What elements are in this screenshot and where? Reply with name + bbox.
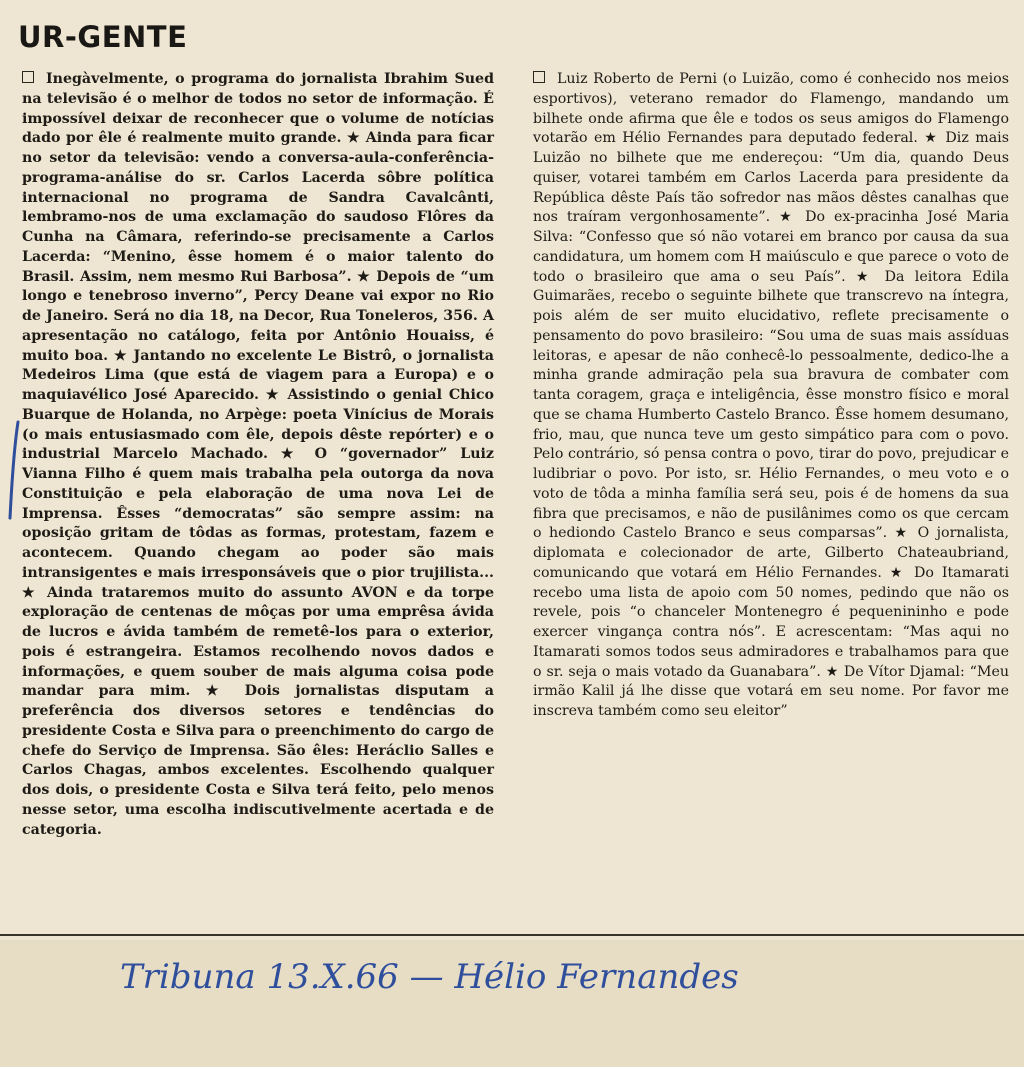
square-bullet-icon (533, 71, 545, 83)
pen-margin-mark-icon (4, 418, 24, 523)
left-column-text: Inegàvelmente, o programa do jornalista Ibrahim Sued na televisão é o melhor de todos no setor de informação. É impossível deixar de reconhecer que o volume de notícias dado por êle é realmente muito grande. ★ Ainda para ficar no setor da televisão: vendo a conversa-aula-conferência-programa-análise do sr. Carlos Lacerda sôbre política internacional no programa de Sandra Cavalcânti, lembramo-nos de uma exclamação do saudoso Flôres da Cunha na Câmara, referindo-se precisamente a Carlos Lacerda: “Menino, êsse homem é o maior talento do Brasil. Assim, nem mesmo Rui Barbosa”. ★ Depois de “um longo e tenebroso inverno”, Percy Deane vai expor no Rio de Janeiro. Será no dia 18, na Decor, Rua Toneleros, 356. A apresentação no catálogo, feita por Antônio Houaiss, é muito boa. ★ Jantando no excelente Le Bistrô, o jornalista Medeiros Lima (que está de viagem para a Europa) e o maquiavélico José Aparecido. ★ Assistindo o genial Chico Buarque de Holanda, no Arpège: poeta Vinícius de Morais (o mais entusiasmado com êle, depois dêste repórter) e o industrial Marcelo Machado. ★ O “governador” Luiz Vianna Filho é quem mais trabalha pela outorga da nova Constituição e pela elaboração de uma nova Lei de Imprensa. Êsses “democratas” são sempre assim: na oposição gritam de tôdas as formas, protestam, fazem e acontecem. Quando chegam ao poder são mais intransigentes e mais irresponsáveis que o pior trujilista... ★ Ainda trataremos muito do assunto AVON e da torpe exploração de centenas de môças por uma emprêsa ávida de lucros e ávida também de remetê-los para o exterior, pois é estrangeira. Estamos recolhendo novos dados e informações, e quem souber de mais alguma coisa pode mandar para mim. ★ Dois jornalistas disputam a preferência dos diversos setores e tendências do presidente Costa e Silva para o preenchimento do cargo de chefe do Serviço de Imprensa. São êles: Heráclio Salles e Carlos Chagas, ambos excelentes. Escolhendo qualquer dos dois, o presidente Costa e Silva terá feito, pelo menos nesse setor, uma escolha indiscutivelmente acertada e de categoria. (22, 71, 494, 838)
square-bullet-icon (22, 71, 34, 83)
clipping-bottom-rule (0, 934, 1024, 936)
handwritten-annotation (120, 948, 860, 1008)
column-headline: UR-GENTE (18, 20, 188, 54)
handwritten-source-note: Tribuna 13.X.66 — Hélio Fernandes (120, 957, 739, 997)
right-column-text: Luiz Roberto de Perni (o Luizão, como é conhecido nos meios esportivos), veterano remador do Flamengo, mandando um bilhete onde afirma que êle e todos os seus amigos do Flamengo votarão em Hélio Fernandes para deputado federal. ★ Diz mais Luizão no bilhete que me endereçou: “Um dia, quando Deus quiser, votarei também em Carlos Lacerda para presidente da República dêste País tão sofredor nas mãos dêstes canalhas que nos traíram vergonhosamente”. ★ Do ex-pracinha José Maria Silva: “Confesso que só não votarei em branco por causa da sua candidatura, um homem com H maiúsculo e que parece o voto de todo o brasileiro que ama o seu País”. ★ Da leitora Edila Guimarães, recebo o seguinte bilhete que transcrevo na íntegra, pois além de ser muito elucidativo, reflete precisamente o pensamento do povo brasileiro: “Sou uma de suas mais assíduas leitoras, e apesar de não conhecê-lo pessoalmente, dedico-lhe a minha grande admiração pela sua bravura de combater com tanta coragem, graça e inteligência, êsse monstro físico e moral que se chama Humberto Castelo Branco. Êsse homem desumano, frio, mau, que nunca teve um gesto simpático para com o povo. Pelo contrário, só pensa contra o povo, tirar do povo, prejudicar e ludibriar o povo. Por isto, sr. Hélio Fernandes, o meu voto e o voto de tôda a minha família será seu, pois é de homens da sua fibra que precisamos, e não de pusilânimes como os que cercam o hediondo Castelo Branco e seus comparsas”. ★ O jornalista, diplomata e colecionador de arte, Gilberto Chateaubriand, comunicando que votará em Hélio Fernandes. ★ Do Itamarati recebo uma lista de apoio com 50 nomes, pedindo que não os revele, pois “o chanceler Montenegro é pequenininho e pode exercer vingança contra nós”. E acrescentam: “Mas aqui no Itamarati somos todos seus admiradores e trabalhamos para que o sr. seja o mais votado da Guanabara”. ★ De Vítor Djamal: “Meu irmão Kalil já lhe disse que votará em seu nome. Por favor me inscreva também como seu eleitor” (533, 71, 1009, 719)
right-column (533, 70, 1009, 722)
left-column (22, 70, 494, 840)
